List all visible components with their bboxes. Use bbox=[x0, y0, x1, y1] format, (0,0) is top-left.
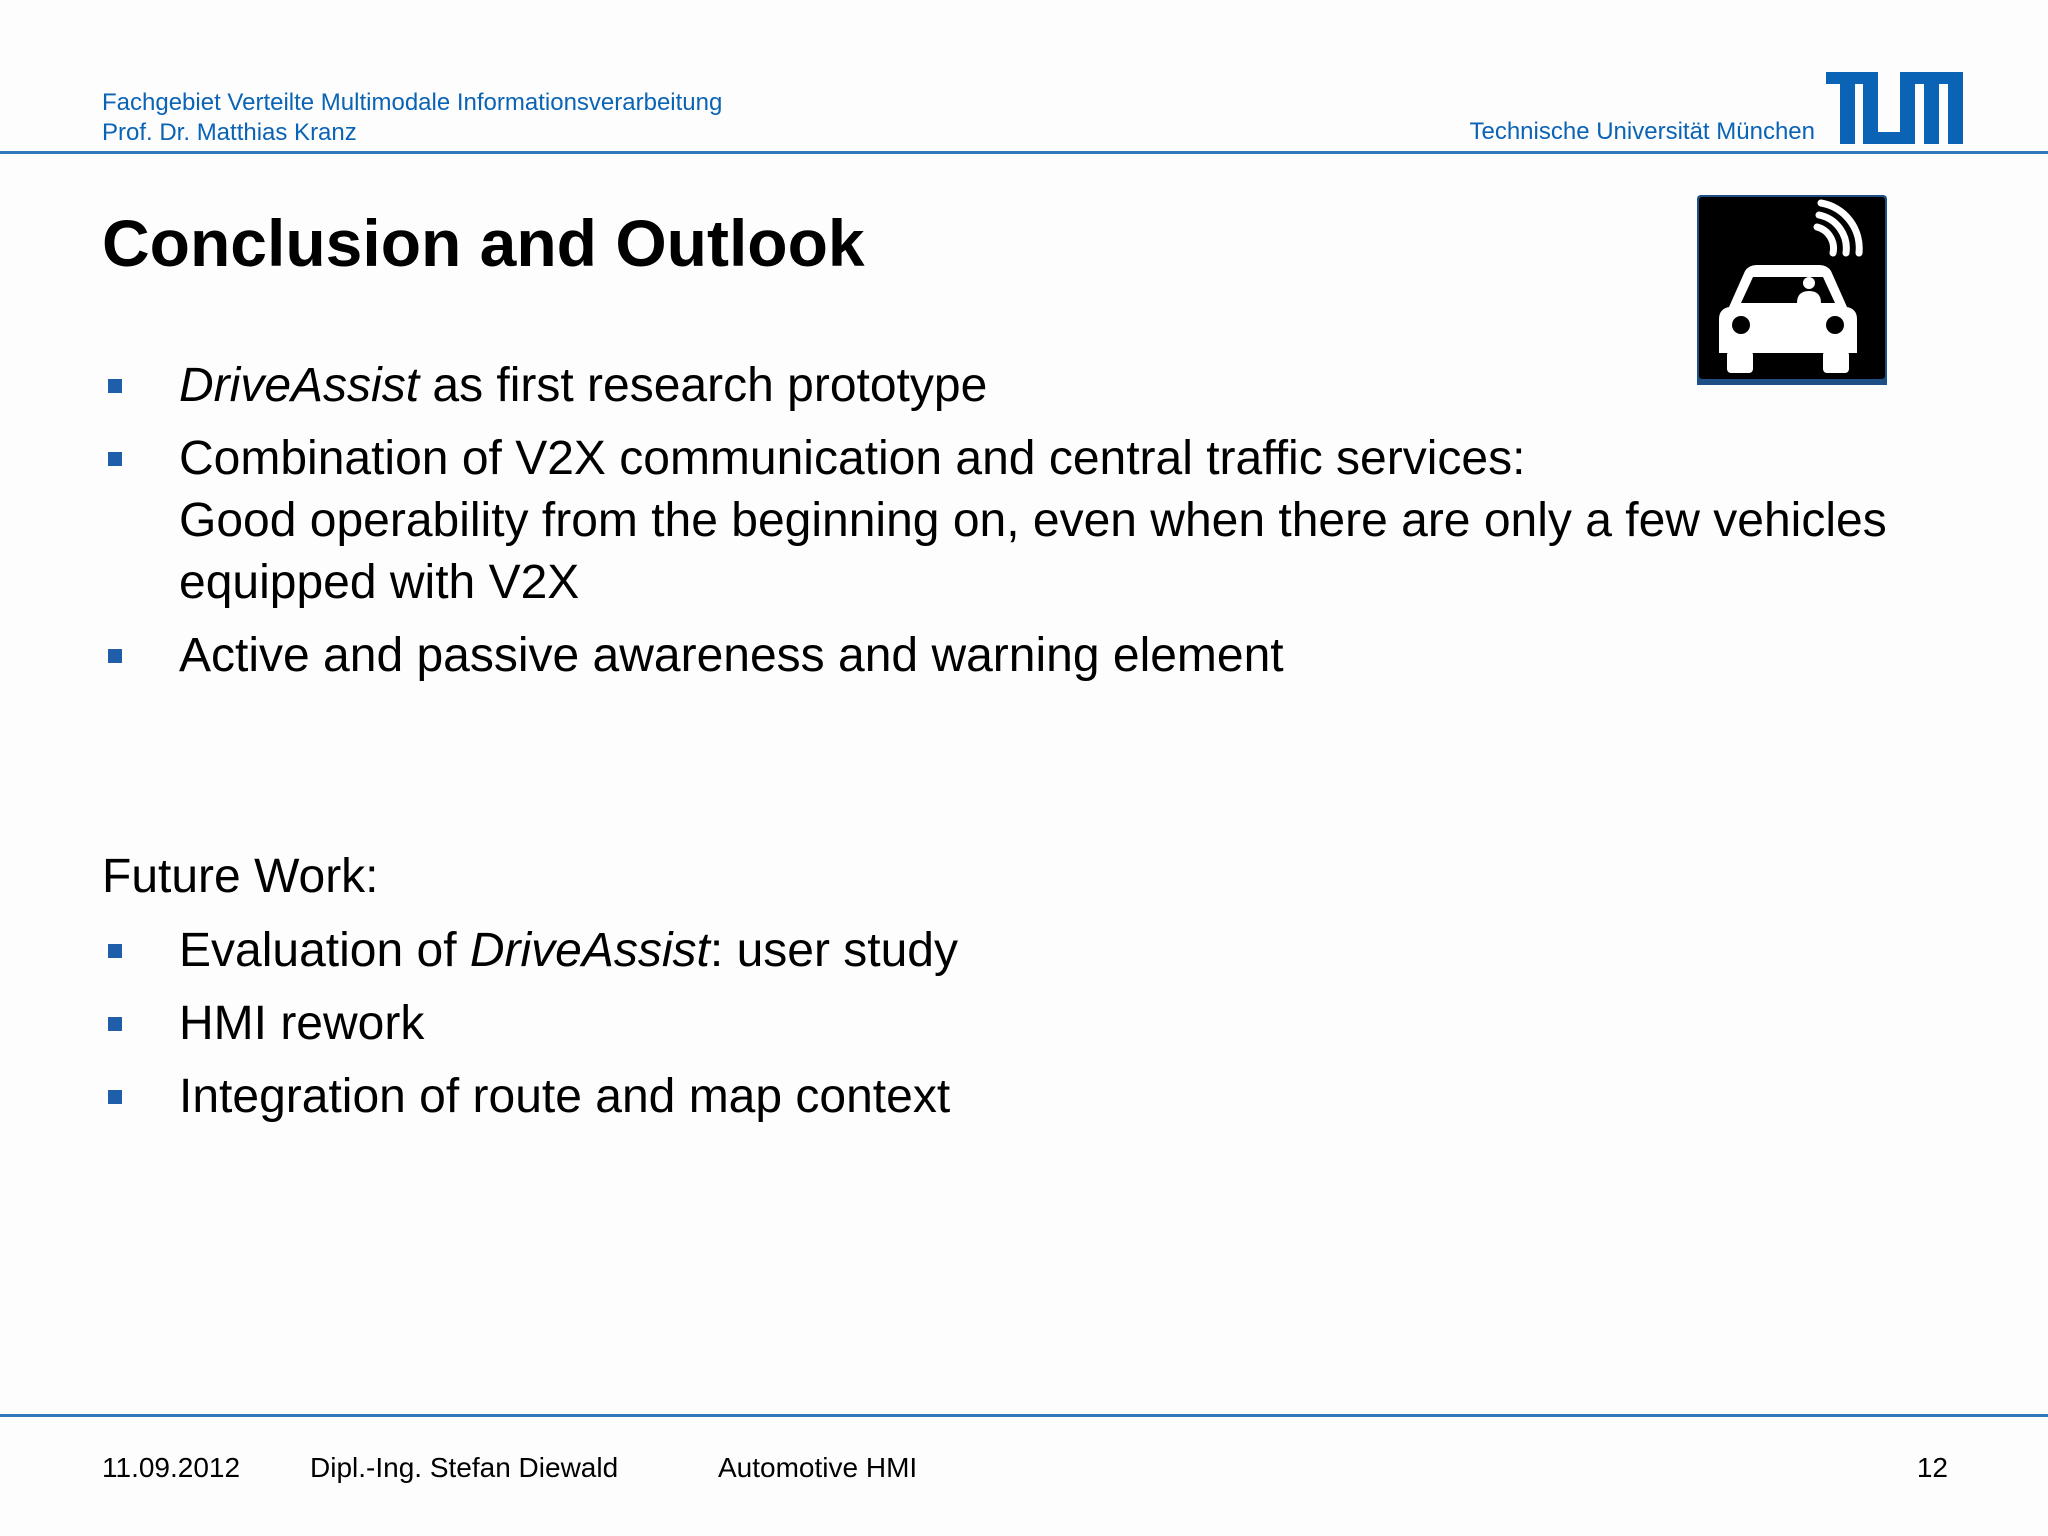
header-chair bbox=[102, 88, 722, 148]
list-item bbox=[102, 920, 958, 982]
item-text: as first research prototype bbox=[419, 359, 988, 412]
item-text: HMI rework bbox=[179, 997, 425, 1050]
future-work-heading: Future Work: bbox=[102, 850, 379, 903]
footer-topic: Automotive HMI bbox=[718, 1452, 918, 1483]
list-item bbox=[102, 1066, 958, 1128]
conclusion-list bbox=[102, 355, 1929, 698]
item-text-post: : user study bbox=[709, 924, 958, 977]
bullet-icon bbox=[108, 1090, 122, 1104]
slide-title: Conclusion and Outlook bbox=[102, 206, 865, 280]
item-emphasis: DriveAssist bbox=[179, 359, 420, 412]
list-item bbox=[102, 428, 1929, 614]
bullet-icon bbox=[108, 1017, 122, 1031]
footer-author: Dipl.-Ing. Stefan Diewald bbox=[310, 1452, 619, 1483]
bullet-icon bbox=[108, 944, 122, 958]
item-text: Combination of V2X communication and central traffic services: bbox=[179, 432, 1526, 485]
item-text: Integration of route and map context bbox=[179, 1070, 951, 1123]
chair-professor: Prof. Dr. Matthias Kranz bbox=[102, 119, 357, 146]
bullet-icon bbox=[108, 452, 122, 466]
item-emphasis: DriveAssist bbox=[469, 924, 710, 977]
footer-divider bbox=[0, 1414, 2048, 1417]
chair-name: Fachgebiet Verteilte Multimodale Informationsverarbeitung bbox=[102, 89, 723, 116]
header-divider bbox=[0, 151, 2048, 154]
item-text-pre: Evaluation of bbox=[179, 924, 470, 977]
item-text: Active and passive awareness and warning element bbox=[179, 629, 1284, 682]
list-item bbox=[102, 993, 958, 1055]
university-name: Technische Universität München bbox=[1469, 118, 1815, 145]
list-item bbox=[102, 355, 1929, 417]
future-work-list bbox=[102, 920, 958, 1139]
list-item bbox=[102, 625, 1929, 687]
tum-logo bbox=[1826, 72, 1963, 144]
item-text-continued: Good operability from the beginning on, even when there are only a few vehicles equipped with V2X bbox=[179, 494, 1887, 609]
bullet-icon bbox=[108, 379, 122, 393]
bullet-icon bbox=[108, 649, 122, 663]
footer-date: 11.09.2012 bbox=[102, 1452, 241, 1483]
page-number: 12 bbox=[1916, 1452, 1948, 1483]
